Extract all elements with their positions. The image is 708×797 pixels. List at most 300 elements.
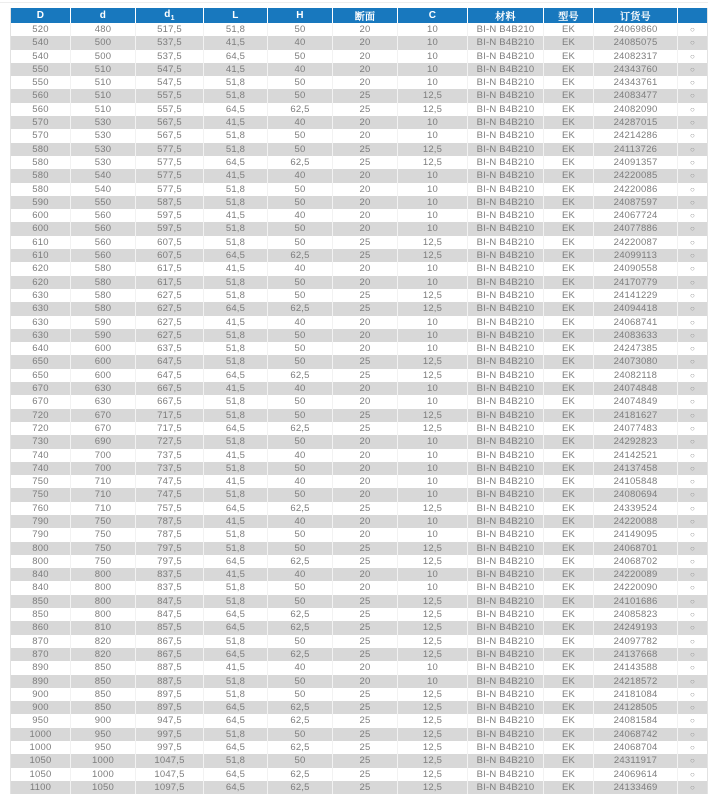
cell-L: 41,5 [204, 63, 268, 76]
cell-L: 51,8 [204, 89, 268, 102]
circle-icon: ○ [678, 129, 708, 142]
cell-D: 550 [32, 77, 49, 89]
cell-d: 600 [71, 369, 136, 382]
cell-d: 820 [71, 635, 136, 648]
cell-model: EK [544, 23, 594, 36]
cell-order-number: 24149095 [594, 528, 678, 541]
cell-H: 62,5 [268, 714, 333, 727]
cell-order-number: 24091357 [594, 156, 678, 169]
cell-section: 20 [333, 50, 398, 63]
cell-d1: 1047,5 [136, 754, 204, 767]
cell-D: 950 [32, 715, 49, 727]
cell-D: 860 [11, 621, 71, 634]
cell-D: 580 [11, 143, 71, 156]
cell-d1: 887,5 [136, 661, 204, 674]
table-row [11, 129, 708, 142]
cell-section: 20 [333, 316, 398, 329]
col-header-section: 断面 [333, 8, 398, 23]
cell-model: EK [544, 595, 594, 608]
cell-d: 850 [71, 688, 136, 701]
cell-section: 25 [333, 608, 398, 621]
cell-section: 20 [333, 276, 398, 289]
cell-H: 40 [268, 382, 333, 395]
cell-d: 1050 [71, 781, 136, 794]
cell-L: 51,8 [204, 462, 268, 475]
cell-order-number: 24247385 [594, 342, 678, 355]
cell-D: 580 [32, 183, 49, 195]
table-row [11, 555, 708, 568]
table-row [11, 608, 708, 621]
cell-section: 20 [333, 568, 398, 581]
table-row [11, 528, 708, 541]
cell-C: 12,5 [398, 502, 468, 515]
cell-material: BI-N B4B210 [468, 196, 544, 209]
table-row [11, 169, 708, 182]
cell-H: 50 [268, 222, 333, 235]
cell-L: 51,8 [204, 675, 268, 688]
cell-C: 10 [398, 209, 468, 222]
circle-icon: ○ [678, 395, 708, 408]
cell-model: EK [544, 196, 594, 209]
cell-material: BI-N B4B210 [468, 555, 544, 568]
cell-H: 50 [268, 355, 333, 368]
cell-D: 840 [32, 582, 49, 594]
cell-d: 600 [71, 342, 136, 355]
cell-section: 25 [333, 648, 398, 661]
cell-d: 1000 [71, 754, 136, 767]
cell-section: 25 [333, 89, 398, 102]
cell-D: 1100 [11, 781, 71, 794]
cell-d1: 1047,5 [136, 768, 204, 781]
cell-d1: 1097,5 [136, 781, 204, 794]
cell-d: 580 [71, 289, 136, 302]
cell-H: 40 [268, 316, 333, 329]
cell-d1: 607,5 [136, 249, 204, 262]
circle-icon: ○ [678, 608, 708, 621]
cell-model: EK [544, 502, 594, 515]
cell-L: 51,8 [204, 342, 268, 355]
table-row [11, 143, 708, 156]
cell-d1: 997,5 [136, 728, 204, 741]
table-row [11, 369, 708, 382]
cell-C: 10 [398, 462, 468, 475]
cell-H: 50 [268, 409, 333, 422]
cell-d1: 517,5 [136, 23, 204, 36]
circle-icon: ○ [678, 342, 708, 355]
cell-d: 580 [71, 262, 136, 275]
cell-model: EK [544, 76, 594, 89]
cell-d1: 577,5 [136, 183, 204, 196]
cell-H: 50 [268, 89, 333, 102]
cell-L: 64,5 [204, 50, 268, 63]
cell-d: 560 [71, 222, 136, 235]
cell-section: 25 [333, 621, 398, 634]
cell-model: EK [544, 382, 594, 395]
dimensions-table [10, 8, 708, 794]
cell-model: EK [544, 608, 594, 621]
cell-section: 20 [333, 76, 398, 89]
cell-order-number: 24087597 [594, 196, 678, 209]
cell-D: 540 [32, 50, 49, 62]
cell-model: EK [544, 249, 594, 262]
cell-C: 12,5 [398, 103, 468, 116]
cell-order-number: 24082118 [594, 369, 678, 382]
cell-order-number: 24068704 [594, 741, 678, 754]
cell-C: 10 [398, 116, 468, 129]
cell-section: 20 [333, 209, 398, 222]
cell-material: BI-N B4B210 [468, 143, 544, 156]
cell-model: EK [544, 342, 594, 355]
table-row [11, 422, 708, 435]
cell-model: EK [544, 661, 594, 674]
cell-L: 51,8 [204, 528, 268, 541]
cell-material: BI-N B4B210 [468, 728, 544, 741]
cell-d: 590 [71, 316, 136, 329]
circle-icon: ○ [678, 462, 708, 475]
circle-icon: ○ [678, 116, 708, 129]
cell-material: BI-N B4B210 [468, 475, 544, 488]
cell-section: 20 [333, 382, 398, 395]
cell-d: 560 [71, 249, 136, 262]
cell-d: 500 [71, 50, 136, 63]
cell-material: BI-N B4B210 [468, 89, 544, 102]
cell-C: 10 [398, 675, 468, 688]
circle-icon: ○ [678, 422, 708, 435]
cell-D: 750 [32, 476, 49, 488]
cell-C: 10 [398, 262, 468, 275]
cell-model: EK [544, 63, 594, 76]
cell-C: 10 [398, 316, 468, 329]
cell-d: 510 [71, 63, 136, 76]
table-row [11, 581, 708, 594]
cell-material: BI-N B4B210 [468, 222, 544, 235]
cell-D: 800 [11, 542, 71, 555]
cell-d: 630 [71, 382, 136, 395]
cell-d: 670 [71, 409, 136, 422]
cell-C: 10 [398, 276, 468, 289]
cell-H: 40 [268, 515, 333, 528]
cell-d: 540 [71, 169, 136, 182]
cell-D: 600 [32, 210, 49, 222]
cell-d: 510 [71, 89, 136, 102]
cell-model: EK [544, 781, 594, 794]
cell-order-number: 24069860 [594, 23, 678, 36]
cell-C: 10 [398, 581, 468, 594]
col-header-D: D [11, 8, 71, 23]
cell-model: EK [544, 568, 594, 581]
cell-d1: 557,5 [136, 103, 204, 116]
cell-order-number: 24083477 [594, 89, 678, 102]
table-row [11, 542, 708, 555]
cell-order-number: 24082090 [594, 103, 678, 116]
cell-section: 25 [333, 502, 398, 515]
cell-C: 12,5 [398, 422, 468, 435]
cell-L: 51,8 [204, 728, 268, 741]
cell-H: 50 [268, 196, 333, 209]
cell-material: BI-N B4B210 [468, 648, 544, 661]
cell-d1: 627,5 [136, 316, 204, 329]
table-row [11, 89, 708, 102]
cell-C: 12,5 [398, 768, 468, 781]
circle-icon: ○ [678, 89, 708, 102]
cell-C: 12,5 [398, 621, 468, 634]
cell-order-number: 24181627 [594, 409, 678, 422]
cell-order-number: 24343761 [594, 76, 678, 89]
cell-d: 750 [71, 515, 136, 528]
cell-D: 850 [32, 609, 49, 621]
cell-order-number: 24094418 [594, 302, 678, 315]
cell-section: 20 [333, 342, 398, 355]
table-row [11, 23, 708, 36]
cell-H: 50 [268, 542, 333, 555]
table-row [11, 116, 708, 129]
cell-H: 62,5 [268, 103, 333, 116]
cell-d1: 867,5 [136, 635, 204, 648]
cell-L: 41,5 [204, 262, 268, 275]
cell-H: 50 [268, 183, 333, 196]
table-row [11, 249, 708, 262]
cell-d1: 837,5 [136, 568, 204, 581]
cell-material: BI-N B4B210 [468, 488, 544, 501]
cell-L: 41,5 [204, 449, 268, 462]
cell-D: 650 [32, 369, 49, 381]
cell-H: 50 [268, 395, 333, 408]
cell-order-number: 24292823 [594, 435, 678, 448]
cell-H: 50 [268, 276, 333, 289]
col-header-H: H [268, 8, 333, 23]
cell-L: 41,5 [204, 36, 268, 49]
circle-icon: ○ [678, 329, 708, 342]
circle-icon: ○ [678, 502, 708, 515]
table-row [11, 675, 708, 688]
top-divider [0, 2, 708, 3]
circle-icon: ○ [678, 369, 708, 382]
cell-H: 50 [268, 688, 333, 701]
cell-d: 710 [71, 502, 136, 515]
cell-H: 62,5 [268, 701, 333, 714]
circle-icon: ○ [678, 156, 708, 169]
cell-D: 760 [32, 502, 49, 514]
cell-model: EK [544, 409, 594, 422]
col-header-material: 材料 [468, 8, 544, 23]
cell-section: 20 [333, 222, 398, 235]
cell-L: 64,5 [204, 781, 268, 794]
cell-d1: 737,5 [136, 449, 204, 462]
cell-L: 51,8 [204, 754, 268, 767]
cell-section: 20 [333, 515, 398, 528]
cell-L: 51,8 [204, 143, 268, 156]
table-row [11, 688, 708, 701]
cell-order-number: 24137668 [594, 648, 678, 661]
cell-d: 850 [71, 675, 136, 688]
cell-section: 25 [333, 369, 398, 382]
circle-icon: ○ [678, 355, 708, 368]
cell-D: 750 [11, 488, 71, 501]
cell-model: EK [544, 222, 594, 235]
table-row [11, 701, 708, 714]
table-row [11, 156, 708, 169]
cell-d1: 997,5 [136, 741, 204, 754]
cell-d: 900 [71, 714, 136, 727]
circle-icon: ○ [678, 302, 708, 315]
cell-order-number: 24085075 [594, 36, 678, 49]
cell-model: EK [544, 741, 594, 754]
cell-model: EK [544, 156, 594, 169]
cell-order-number: 24077886 [594, 222, 678, 235]
cell-D: 790 [11, 515, 71, 528]
cell-H: 50 [268, 50, 333, 63]
cell-model: EK [544, 369, 594, 382]
table-row [11, 449, 708, 462]
cell-H: 50 [268, 143, 333, 156]
cell-D: 900 [11, 701, 71, 714]
cell-L: 41,5 [204, 116, 268, 129]
table-row [11, 276, 708, 289]
cell-H: 50 [268, 488, 333, 501]
cell-L: 41,5 [204, 475, 268, 488]
cell-model: EK [544, 754, 594, 767]
cell-L: 41,5 [204, 661, 268, 674]
cell-material: BI-N B4B210 [468, 754, 544, 767]
cell-d: 810 [71, 621, 136, 634]
cell-d: 800 [71, 595, 136, 608]
cell-C: 12,5 [398, 688, 468, 701]
circle-icon: ○ [678, 249, 708, 262]
cell-order-number: 24073080 [594, 355, 678, 368]
cell-C: 10 [398, 222, 468, 235]
cell-material: BI-N B4B210 [468, 675, 544, 688]
cell-D: 630 [11, 302, 71, 315]
table-row [11, 209, 708, 222]
cell-order-number: 24220087 [594, 236, 678, 249]
cell-material: BI-N B4B210 [468, 449, 544, 462]
cell-material: BI-N B4B210 [468, 249, 544, 262]
col-header-indicator [678, 8, 708, 23]
col-header-d1 [136, 8, 204, 23]
cell-section: 20 [333, 129, 398, 142]
cell-section: 25 [333, 143, 398, 156]
cell-section: 25 [333, 741, 398, 754]
cell-order-number: 24099113 [594, 249, 678, 262]
circle-icon: ○ [678, 169, 708, 182]
cell-C: 10 [398, 23, 468, 36]
cell-C: 10 [398, 63, 468, 76]
cell-C: 10 [398, 528, 468, 541]
cell-material: BI-N B4B210 [468, 169, 544, 182]
cell-d1: 747,5 [136, 488, 204, 501]
cell-C: 10 [398, 76, 468, 89]
cell-d: 850 [71, 701, 136, 714]
cell-L: 51,8 [204, 276, 268, 289]
cell-d1: 837,5 [136, 581, 204, 594]
table-row [11, 36, 708, 49]
cell-C: 12,5 [398, 289, 468, 302]
table-row [11, 661, 708, 674]
circle-icon: ○ [678, 222, 708, 235]
cell-H: 40 [268, 568, 333, 581]
cell-L: 51,8 [204, 635, 268, 648]
cell-L: 51,8 [204, 236, 268, 249]
cell-D: 720 [32, 422, 49, 434]
cell-H: 50 [268, 435, 333, 448]
cell-d1: 577,5 [136, 143, 204, 156]
circle-icon: ○ [678, 635, 708, 648]
table-row [11, 568, 708, 581]
cell-d1: 627,5 [136, 302, 204, 315]
cell-model: EK [544, 169, 594, 182]
circle-icon: ○ [678, 289, 708, 302]
cell-d1: 567,5 [136, 129, 204, 142]
circle-icon: ○ [678, 209, 708, 222]
circle-icon: ○ [678, 409, 708, 422]
cell-order-number: 24249193 [594, 621, 678, 634]
cell-material: BI-N B4B210 [468, 781, 544, 794]
circle-icon: ○ [678, 76, 708, 89]
cell-material: BI-N B4B210 [468, 103, 544, 116]
cell-material: BI-N B4B210 [468, 741, 544, 754]
cell-C: 12,5 [398, 409, 468, 422]
cell-H: 62,5 [268, 555, 333, 568]
circle-icon: ○ [678, 63, 708, 76]
circle-icon: ○ [678, 316, 708, 329]
cell-d: 800 [71, 608, 136, 621]
cell-order-number: 24077483 [594, 422, 678, 435]
col-header-d: d [71, 8, 136, 23]
cell-D: 720 [11, 409, 71, 422]
cell-section: 25 [333, 555, 398, 568]
cell-section: 25 [333, 289, 398, 302]
cell-C: 12,5 [398, 635, 468, 648]
cell-d1: 797,5 [136, 542, 204, 555]
cell-L: 51,8 [204, 595, 268, 608]
table-row [11, 714, 708, 727]
cell-D: 520 [32, 24, 49, 35]
cell-H: 40 [268, 449, 333, 462]
circle-icon: ○ [678, 449, 708, 462]
cell-d1: 797,5 [136, 555, 204, 568]
cell-model: EK [544, 89, 594, 102]
cell-section: 20 [333, 661, 398, 674]
cell-L: 64,5 [204, 302, 268, 315]
cell-C: 10 [398, 183, 468, 196]
cell-section: 25 [333, 768, 398, 781]
cell-C: 12,5 [398, 701, 468, 714]
cell-order-number: 24090558 [594, 262, 678, 275]
cell-d1: 647,5 [136, 355, 204, 368]
cell-material: BI-N B4B210 [468, 23, 544, 36]
cell-section: 20 [333, 488, 398, 501]
cell-D: 590 [11, 196, 71, 209]
cell-d1: 537,5 [136, 36, 204, 49]
cell-D: 630 [11, 329, 71, 342]
cell-model: EK [544, 675, 594, 688]
cell-section: 25 [333, 302, 398, 315]
cell-material: BI-N B4B210 [468, 329, 544, 342]
cell-model: EK [544, 435, 594, 448]
cell-material: BI-N B4B210 [468, 422, 544, 435]
cell-d1: 537,5 [136, 50, 204, 63]
col-header-L: L [204, 8, 268, 23]
cell-section: 20 [333, 63, 398, 76]
cell-L: 51,8 [204, 542, 268, 555]
cell-H: 40 [268, 209, 333, 222]
cell-section: 25 [333, 103, 398, 116]
cell-L: 64,5 [204, 555, 268, 568]
cell-model: EK [544, 209, 594, 222]
cell-model: EK [544, 316, 594, 329]
cell-d1: 667,5 [136, 395, 204, 408]
cell-d1: 947,5 [136, 714, 204, 727]
